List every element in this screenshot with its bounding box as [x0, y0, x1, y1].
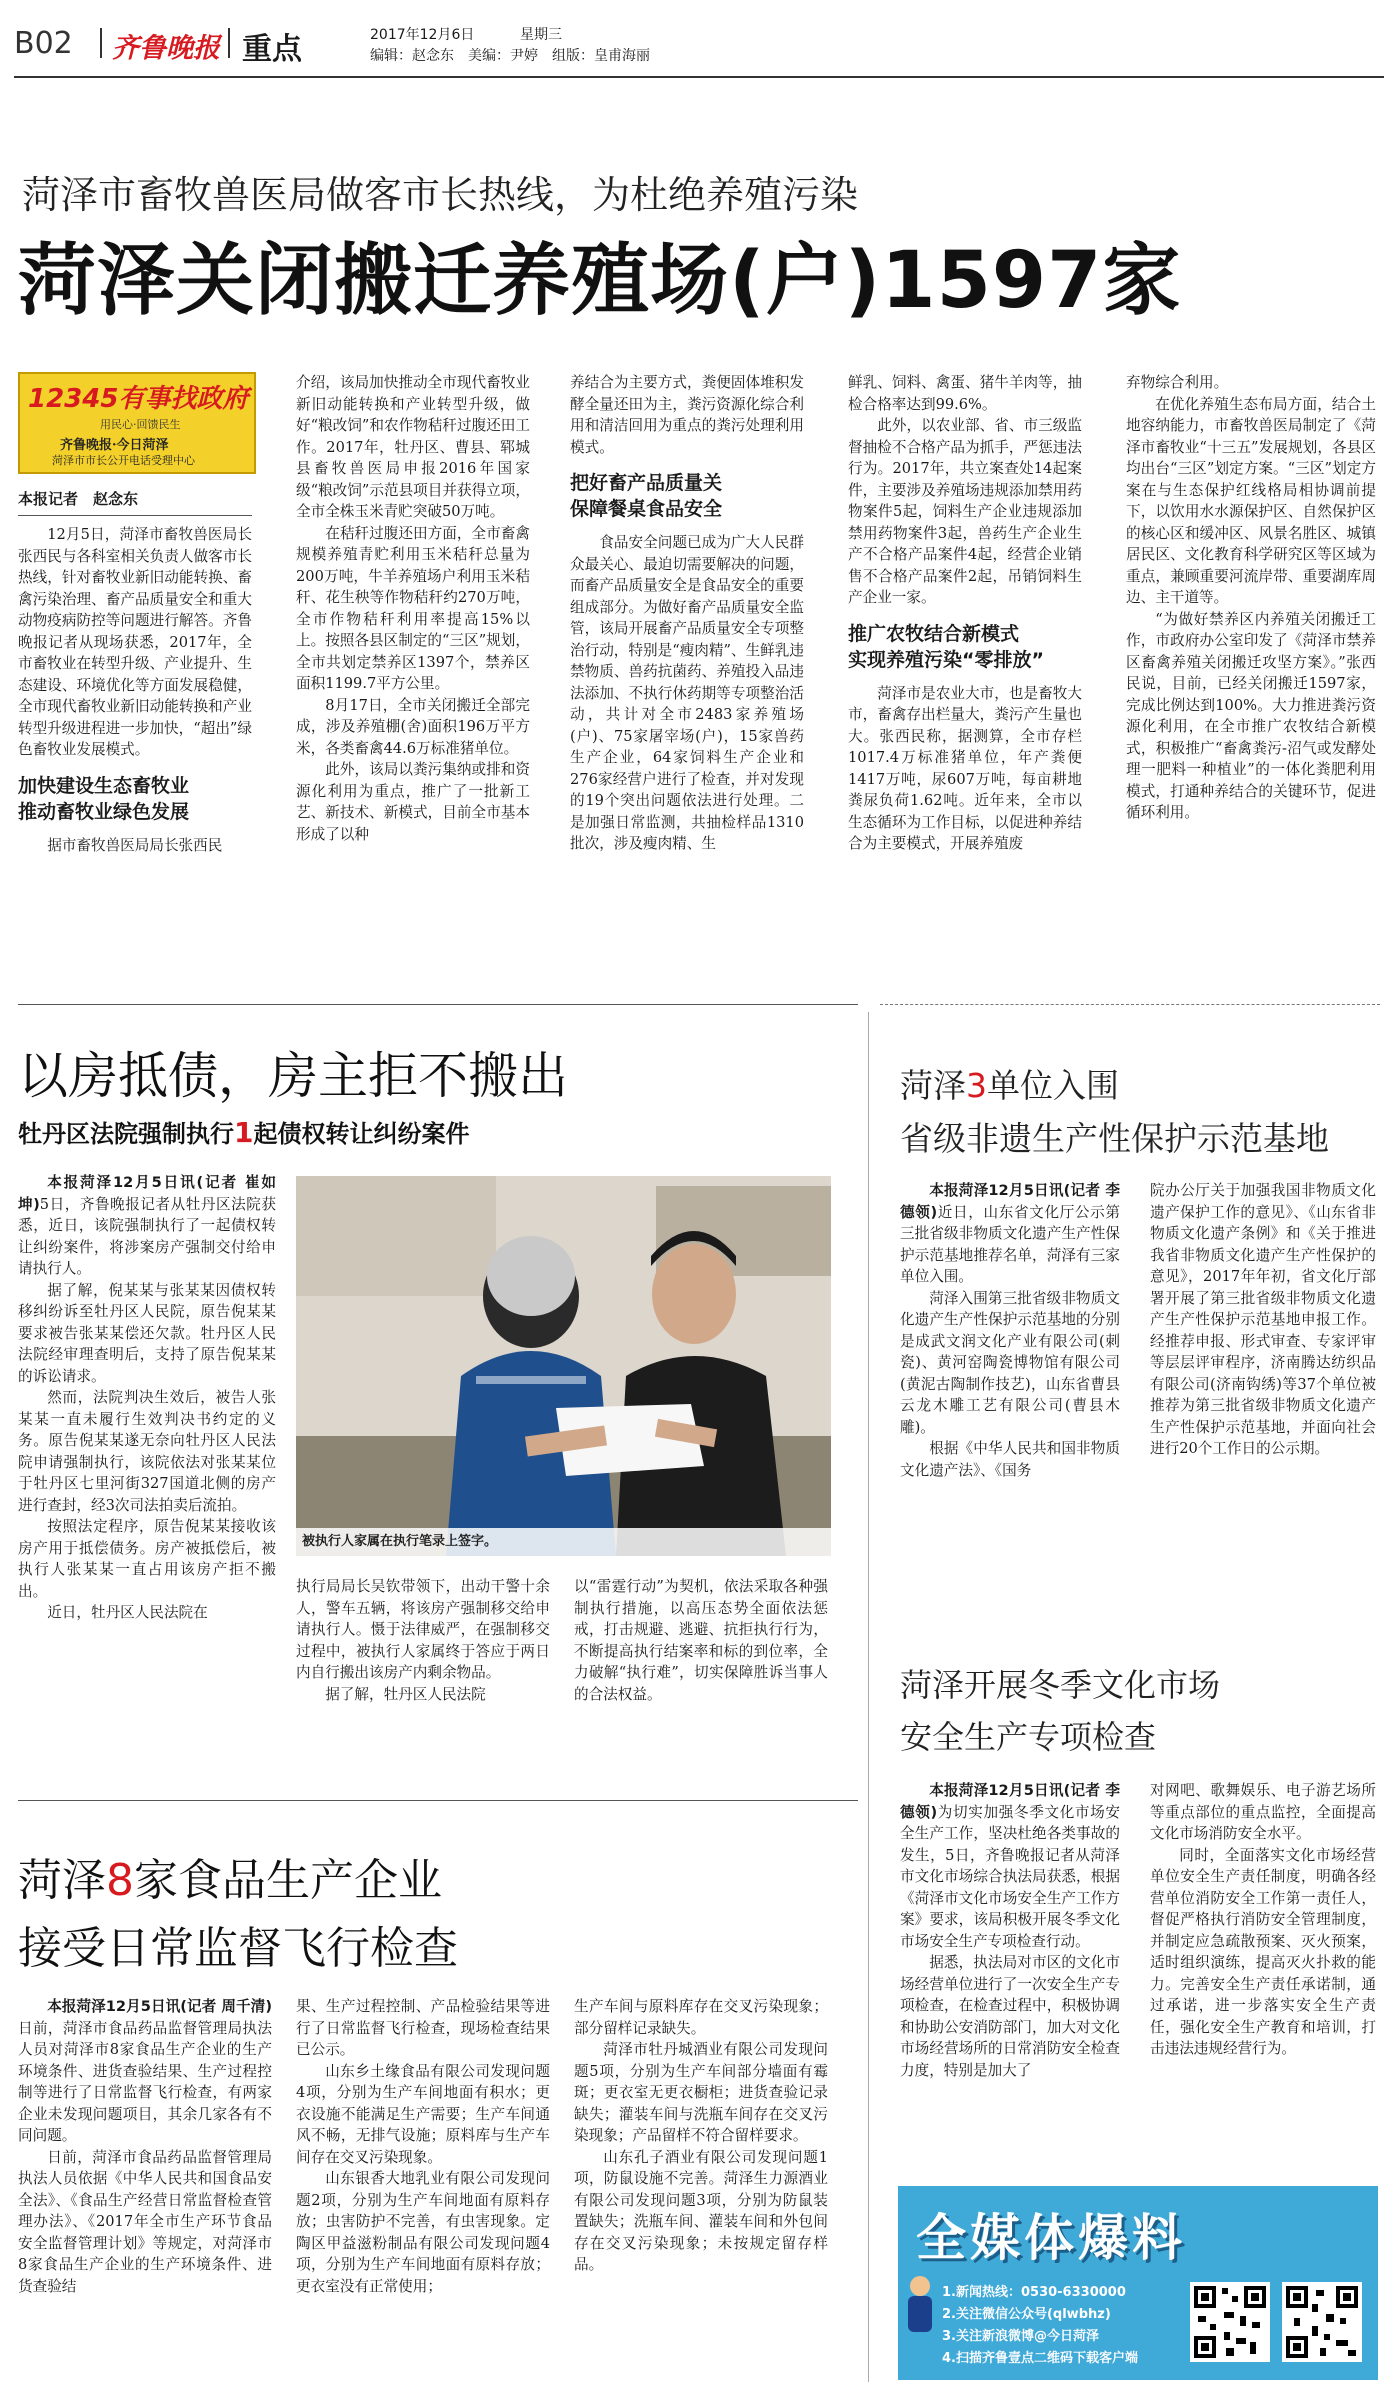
promo-item: 3.关注新浪微博@今日菏泽: [942, 2329, 1099, 2344]
paragraph: 为切实加强冬季文化市场安全生产工作，坚决杜绝各类事故的发生，5日，齐鲁晚报记者从菏泽市文化市场综合执法局获悉，根据《菏泽市文化市场安全生产工作方案》要求，该局积极开展冬季文化市场安全生产专项检查行动。: [900, 1803, 1120, 1950]
masthead-rule: [14, 76, 1384, 78]
a3-headline-2: 省级非遗生产性保护示范基地: [900, 1119, 1329, 1158]
paragraph: 此外，以农业部、省、市三级监督抽检不合格产品为抓手，严惩违法行为。2017年，共立案查处14起案件，主要涉及养殖场违规添加禁用药物案件5起，饲料生产企业违规添加禁用药物案件3起，兽药生产企业生产不合格产品案件4起，经营企业销售不合格产品案件2起，吊销饲料生产企业一家。: [848, 417, 1082, 606]
paragraph: 同时，全面落实文化市场经营单位安全生产责任制度，明确各经营单位消防安全工作第一责任人，督促严格执行消防安全管理制度，并制定应急疏散预案、灭火预案，适时组织演练，提高灭火扑救的能力。完善安全生产责任承诺制，通过承诺，进一步落实安全生产责任，强化安全生产教育和培训，打击违法违规经营行为。: [1150, 1846, 1376, 2057]
paragraph: 鲜乳、饲料、禽蛋、猪牛羊肉等，抽检合格率达到99.6%。: [848, 374, 1082, 413]
promo-title: 全媒体爆料: [916, 2209, 1186, 2267]
paper-logo: 齐鲁晚报: [112, 33, 220, 64]
a5-col3: [574, 1996, 828, 2388]
a1-kicker: 菏泽市畜牧兽医局做客市长热线，为杜绝养殖污染: [22, 173, 859, 217]
paragraph: 对网吧、歌舞娱乐、电子游艺场所等重点部位的重点监控，全面提高文化市场消防安全水平。: [1150, 1782, 1376, 1842]
a2-headline: 以房抵债，房主拒不搬出: [18, 1047, 568, 1105]
a3-headline: [900, 1060, 1119, 1107]
column-rule-v: [868, 1012, 869, 2382]
paragraph: 菏泽入围第三批省级非物质文化遗产生产性保护示范基地的分别是成武文润文化产业有限公司(刺瓷)、黄河窑陶瓷博物馆有限公司(黄泥古陶制作技艺)，山东省曹县云龙木雕工艺有限公司(曹县木雕)。: [900, 1289, 1120, 1436]
a3-col2: [1150, 1180, 1376, 1616]
paragraph: 据市畜牧兽医局局长张西民: [47, 836, 223, 854]
paragraph: 介绍，该局加快推动全市现代畜牧业新旧动能转换和产业转型升级，做好“粮改饲”和农作物秸秆过腹还田工作。2017年，牡丹区、曹县、郓城县畜牧兽医局申报2016年国家级“粮改饲”示范县项目并获得立项，全市全株玉米青贮突破50万吨。: [296, 374, 530, 520]
paragraph: 近日，牡丹区人民法院在: [47, 1604, 208, 1621]
section-divider: [18, 1004, 858, 1005]
page-number: B02: [14, 26, 73, 61]
court-photo: [296, 1176, 831, 1556]
a5-byline: 本报菏泽12月5日讯(记者 周千清): [47, 1998, 272, 2015]
qr-code-icon: [1190, 2282, 1270, 2362]
a5-headline-post: 家食品生产企业: [134, 1855, 442, 1906]
hotline-logo-title: 12345有事找政府: [28, 384, 249, 414]
a5-col2: [296, 1996, 550, 2388]
hotline-logo: [18, 372, 256, 474]
paragraph: 据了解，倪某某与张某某因债权转移纠纷诉至牡丹区人民院，原告倪某某要求被告张某某偿还欠款。牡丹区人民法院经审理查明后，支持了原告倪某某的诉讼请求。: [18, 1281, 276, 1385]
a1-col4: [848, 372, 1082, 959]
a2-lead: [18, 1172, 276, 1280]
a3-byline: 本报菏泽12月5日讯(记者 李德领): [900, 1182, 1120, 1221]
masthead-divider-2: [228, 28, 230, 58]
mascot-head-icon: [910, 2276, 930, 2296]
paragraph: 弃物综合利用。: [1126, 374, 1229, 391]
qr-pattern-icon: [1190, 2282, 1270, 2362]
promo-item: 1.新闻热线：0530-6330000: [942, 2285, 1126, 2300]
a3-lead: [900, 1180, 1120, 1288]
masthead: [14, 20, 1384, 70]
a4-col2: [1150, 1780, 1376, 2180]
a4-col1: [900, 1780, 1120, 2180]
a4-headline-2: 安全生产专项检查: [900, 1718, 1157, 1756]
issue-weekday: 星期三: [520, 27, 562, 43]
a3-headline-post: 单位入围: [987, 1066, 1119, 1105]
paragraph: 山东银香大地乳业有限公司发现问题2项，分别为生产车间地面有原料存放；虫害防护不完善，有虫害现象。定陶区甲益滋粉制品有限公司发现问题4项，分别为生产车间地面有原料存放；更衣室没有正常使用；: [296, 2170, 550, 2295]
mascot-body-icon: [908, 2296, 932, 2332]
a5-headline: [18, 1844, 442, 1908]
a4-headline: 菏泽开展冬季文化市场: [900, 1666, 1221, 1704]
paragraph: 院办公厅关于加强我国非物质文化遗产保护工作的意见》、《山东省非物质文化遗产条例》和《关于推进我省非物质文化遗产生产性保护的意见》，2017年年初，省文化厅部署开展了第三批省级非物质文化遗产生产性保护示范基地申报工作。经推荐申报、形式审查、专家评审等层层评审程序，济南腾达纺织品有限公司(济南钩绣)等37个单位被推荐为第三批省级非物质文化遗产生产性保护示范基地，并面向社会进行20个工作日的公示期。: [1150, 1182, 1376, 1457]
hotline-logo-line1: 用民心·回馈民生: [100, 418, 181, 431]
promo-item: 2.关注微信公众号(qlwbhz): [942, 2307, 1111, 2322]
paragraph: 山东乡土缘食品有限公司发现问题4项，分别为生产车间地面有积水；更衣设施不能满足生产需要；生产车间通风不畅，无排气设施；原料库与生产车间存在交叉污染现象。: [296, 2062, 550, 2166]
paragraph: 12月5日，菏泽市畜牧兽医局长张西民与各科室相关负责人做客市长热线，针对畜牧业新旧动能转换、畜禽污染治理、畜产品质量安全和重大动物疫病防控等问题进行解答。齐鲁晚报记者从现场获悉，2017年，全市畜牧业在转型升级、产业提升、生态建设、环境优化等方面发展稳健，全市现代畜牧业新旧动能转换和产业转型升级进程进一步加快，“超出”绿色畜牧业发展模式。: [18, 526, 252, 758]
a2-subhead-pre: 牡丹区法院强制执行: [18, 1120, 234, 1148]
paragraph: 养结合为主要方式，粪便固体堆积发酵全量还田为主，粪污资源化综合利用和清洁回用为重点的粪污处理利用模式。: [570, 374, 804, 456]
paragraph: 以“雷霆行动”为契机，依法采取各种强制执行措施，以高压态势全面依法惩戒，打击规避、逃避、抗拒执行行为，不断提高执行结案率和标的到位率，全力破解“执行难”，切实保障胜诉当事人的合法权益。: [574, 1578, 828, 1703]
paragraph: 根据《中华人民共和国非物质文化遗产法》、《国务: [900, 1440, 1120, 1479]
a1-subhead-1: 加快建设生态畜牧业 推动畜牧业绿色发展: [18, 774, 190, 823]
a1-headline: 菏泽关闭搬迁养殖场(户)1597家: [18, 236, 1182, 326]
qr-code-icon-2: [1282, 2282, 1362, 2362]
promo-list: [942, 2282, 1182, 2370]
a4-byline: 本报菏泽12月5日讯(记者 李德领): [900, 1782, 1120, 1821]
paragraph: 5日，齐鲁晚报记者从牡丹区法院获悉，近日，该院强制执行了一起债权转让纠纷案件，将涉案房产强制交付给申请执行人。: [18, 1195, 276, 1277]
a5-col1: [18, 1996, 272, 2388]
paragraph: 在秸秆过腹还田方面，全市畜禽规模养殖青贮利用玉米秸秆总量为200万吨，牛羊养殖场户利用玉米秸秆、花生秧等作物秸秆约270万吨，全市作物秸秆利用率提高15%以上。按照各县区制定的“三区”规划，全市共划定禁养区1397个，禁养区面积1199.7平方公里。: [296, 524, 530, 692]
a2-col1: [18, 1172, 276, 1770]
editor-credits: 编辑：赵念东 美编：尹婷 组版：皇甫海丽: [370, 48, 650, 64]
paragraph: “为做好禁养区内养殖关闭搬迁工作，市政府办公室印发了《菏泽市禁养区畜禽养殖关闭搬迁攻坚方案》。”张西民说，目前，已经关闭搬迁1597家，完成比例达到100%。大力推进粪污资源化利用，在全市推广农牧结合新模式，积极推广“畜禽粪污-沼气或发酵处理一肥料一种植业”的一体化粪肥利用模式，打通种养结合的关键环节，促进循环利用。: [1126, 610, 1376, 821]
a2-subhead-num: 1: [234, 1116, 254, 1149]
a5-headline-num: 8: [106, 1855, 134, 1906]
dashed-divider: [880, 1004, 1380, 1005]
a2-byline: 本报菏泽12月5日讯(记者 崔如坤): [18, 1174, 276, 1213]
paragraph: 生产车间与原料库存在交叉污染现象；部分留样记录缺失。: [574, 1998, 828, 2037]
a1-col2: [296, 372, 530, 959]
a1-col1: [18, 524, 252, 959]
a1-col3: [570, 372, 804, 959]
photo-caption: 被执行人家属在执行笔录上签字。: [296, 1528, 831, 1556]
paragraph: 果、生产过程控制、产品检验结果等进行了日常监督飞行检查，现场检查结果已公示。: [296, 1998, 550, 2058]
section-divider-2: [18, 1800, 858, 1801]
hotline-logo-line3: 菏泽市市长公开电话受理中心: [52, 454, 195, 467]
a5-headline-pre: 菏泽: [18, 1855, 106, 1906]
a1-reporter-rule: [18, 515, 252, 516]
masthead-divider: [100, 28, 102, 58]
paragraph: 据悉，执法局对市区的文化市场经营单位进行了一次安全生产专项检查，在检查过程中，积极协调和协助公安消防部门，加大对文化市场经营场所的日常消防安全检查力度，特别是加大了: [900, 1954, 1120, 2079]
paragraph: 近日，山东省文化厅公示第三批省级非物质文化遗产生产性保护示范基地推荐名单，菏泽有三家单位入围。: [900, 1203, 1120, 1285]
issue-date: 2017年12月6日: [370, 27, 475, 43]
paragraph: 在优化养殖生态布局方面，结合土地容纳能力，市畜牧兽医局制定了《菏泽市畜牧业“十三五”发展规划，各县区均出台“三区”划定方案。“三区”划定方案在与生态保护红线格局相协调前提下，以饮用水水源保护区、自然保护区的核心区和缓冲区、风景名胜区、城镇居民区、文化教育科学研究区等区域为重点，兼顾重要河流岸带、重要湖库周边、主干道等。: [1126, 395, 1376, 606]
paragraph: 菏泽市牡丹城酒业有限公司发现问题5项，分别为生产车间部分墙面有霉斑；更衣室无更衣橱柜；进货查验记录缺失；灌装车间与洗瓶车间存在交叉污染现象；产品留样不符合留样要求。: [574, 2041, 828, 2144]
mascot-icon: [906, 2276, 934, 2336]
paragraph: 据了解，牡丹区人民法院: [325, 1685, 486, 1703]
hotline-logo-line2: 齐鲁晚报·今日菏泽: [60, 438, 169, 453]
paragraph: 菏泽市是农业大市，也是畜牧大市，畜禽存出栏量大，粪污产生量也大。张西民称，据测算，全市存栏1017.4万标准猪单位，年产粪便1417万吨，尿607万吨，每亩耕地粪尿负荷1.62吨。近年来，全市以生态循环为工作目标，以促进种养结合为主要模式，开展养殖废: [848, 684, 1082, 852]
a3-headline-pre: 菏泽: [900, 1066, 966, 1105]
qr-pattern-icon-2: [1282, 2282, 1362, 2362]
a2-subhead-post: 起债权转让纠纷案件: [253, 1120, 470, 1148]
a1-subhead-3: 推广农牧结合新模式 实现养殖污染“零排放”: [848, 622, 1044, 671]
media-promo-box: [898, 2186, 1378, 2380]
a1-col5: [1126, 372, 1376, 959]
paragraph: 8月17日，全市关闭搬迁全部完成，涉及养殖棚(舍)面积196万平方米，各类畜禽44.6万标准猪单位。: [296, 696, 530, 757]
section-title: 重点: [242, 32, 302, 67]
a1-subhead-2: 把好畜产品质量关 保障餐桌食品安全: [570, 472, 723, 520]
a2-col2: [296, 1576, 550, 1770]
a3-headline-num: 3: [966, 1066, 987, 1105]
a1-reporter: 本报记者 赵念东: [18, 490, 139, 508]
a2-col3: [574, 1576, 828, 1770]
a2-subhead: [18, 1114, 469, 1149]
promo-item: 4.扫描齐鲁壹点二维码下载客户端: [942, 2351, 1138, 2366]
paragraph: 食品安全问题已成为广大人民群众最关心、最迫切需要解决的问题，而畜产品质量安全是食品安全的重要组成部分。为做好畜产品质量安全监管，该局开展畜产品质量安全专项整治行动，特别是“瘦肉精”、生鲜乳违禁物质、兽药抗菌药、养殖投入品违法添加、不执行休药期等专项整治活动，共计对全市2483家养殖场(户)、75家屠宰场(户)，15家兽药生产企业，64家饲料生产企业和276家经营户进行了检查，并对发现的19个突出问题依法进行处理。二是加强日常监测，共抽检样品1310批次，涉及瘦肉精、生: [570, 534, 804, 852]
paragraph: 然而，法院判决生效后，被告人张某某一直未履行生效判决书约定的义务。原告倪某某遂无奈向牡丹区人民法院申请强制执行，该院依法对张某某位于牡丹区七里河街327国道北侧的房产进行查封，经3次司法拍卖后流拍。: [18, 1389, 276, 1514]
paragraph: 日前，菏泽市食品药品监督管理局执法人员对菏泽市8家食品生产企业的生产环境条件、进货查验结果、生产过程控制等进行了日常监督飞行检查，有两家企业未发现问题项目，其余几家各有不同问题。: [18, 2019, 272, 2144]
a5-headline-2: 接受日常监督飞行检查: [18, 1923, 458, 1974]
paragraph: 执行局局长吴钦带领下，出动干警十余人，警车五辆，将该房产强制移交给申请执行人。慑于法律威严，在强制移交过程中，被执行人家属终于答应于两日内自行搬出该房产内剩余物品。: [296, 1578, 550, 1681]
court-photo-image: [296, 1176, 831, 1556]
a5-lead: [18, 1996, 272, 2147]
a3-col1: [900, 1180, 1120, 1616]
paragraph: 此外，该局以粪污集纳或排和资源化利用为重点，推广了一批新工艺、新技术、新模式，目前全市基本形成了以种: [296, 761, 530, 843]
a4-lead: [900, 1780, 1120, 1952]
paragraph: 日前，菏泽市食品药品监督管理局执法人员依据《中华人民共和国食品安全法》、《食品生产经营日常监督检查管理办法》、《2017年全市生产环节食品安全监督管理计划》等规定，对菏泽市8家食品生产企业的生产环境条件、进货查验结: [18, 2148, 272, 2295]
paragraph: 按照法定程序，原告倪某某接收该房产用于抵偿债务。房产被抵偿后，被执行人张某某一直占用该房产拒不搬出。: [18, 1518, 276, 1600]
paragraph: 山东孔子酒业有限公司发现问题1项，防鼠设施不完善。菏泽生力源酒业有限公司发现问题3项，分别为防鼠装置缺失；洗瓶车间、灌装车间和外包间存在交叉污染现象；未按规定留存样品。: [574, 2148, 828, 2273]
